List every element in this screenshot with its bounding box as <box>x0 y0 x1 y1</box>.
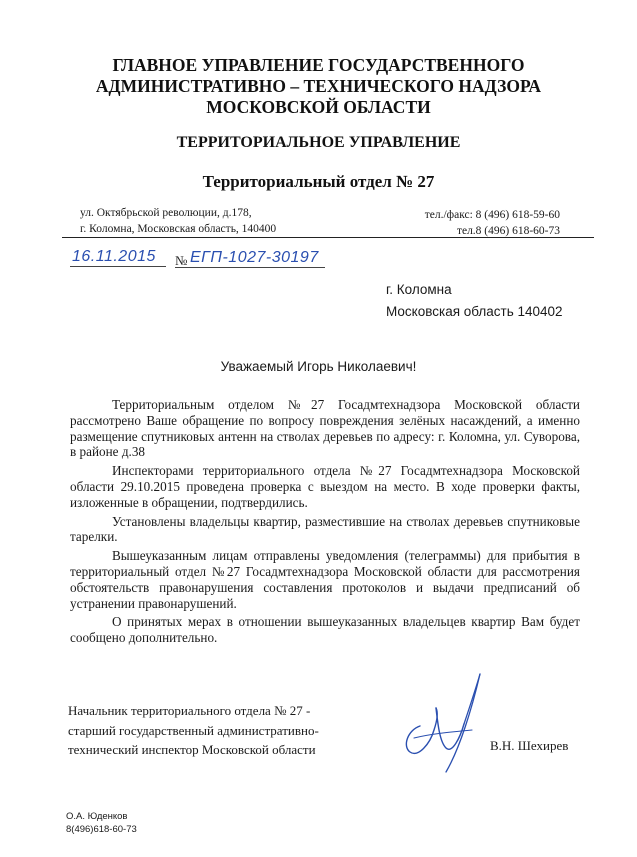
org-line-1: ГЛАВНОЕ УПРАВЛЕНИЕ ГОСУДАРСТВЕННОГО <box>112 55 525 75</box>
body-paragraph-4: Вышеуказанным лицам отправлены уведомления (телеграммы) для прибытия в территориальный отдел №27 Госадмтехнадзора Московской области для рассмотрения обстоятельств правонарушения составления протоколов и выдачи предписаний об устранении правонарушений. <box>70 548 580 611</box>
signatory-title <box>68 701 319 760</box>
handwritten-signature <box>380 668 500 778</box>
executor-phone: 8(496)618-60-73 <box>66 824 137 835</box>
signatory-title-line-2: старший государственный административно- <box>68 722 319 738</box>
registration-number-label: № <box>175 253 188 268</box>
address-line-2: г. Коломна, Московская область, 140400 <box>80 223 277 235</box>
registration-date: 16.11.2015 <box>72 248 156 265</box>
date-underline <box>70 266 166 267</box>
body-paragraph-1: Территориальным отделом №27 Госадмтехнадзора Московской области рассмотрено Ваше обращение по вопросу повреждения зелёных насаждений, а именно размещение спутниковых антенн на стволах деревьев по адресу: г. Коломна, ул. Суворова, в районе д.38 <box>70 397 580 460</box>
sender-address <box>80 205 276 237</box>
executor-info <box>66 810 137 836</box>
address-line-1: ул. Октябрьской революции, д.178, <box>80 207 252 219</box>
department-title: Территориальный отдел № 27 <box>202 172 435 191</box>
phone-line-1: тел./факс: 8 (496) 618-59-60 <box>424 209 560 221</box>
number-underline <box>175 267 325 268</box>
body-paragraph-3: Установлены владельцы квартир, разместившие на стволах деревьев спутниковые тарелки. <box>70 513 580 545</box>
recipient-region: Московская область 140402 <box>386 304 563 319</box>
executor-name: О.А. Юденков <box>66 811 128 822</box>
sender-phones <box>372 207 560 239</box>
org-line-2: АДМИНИСТРАТИВНО – ТЕХНИЧЕСКОГО НАДЗОРА <box>95 76 542 96</box>
recipient-city: г. Коломна <box>386 282 452 297</box>
signatory-title-line-3: технический инспектор Московской области <box>68 742 316 757</box>
body-paragraph-2: Инспекторами территориального отдела №27 Госадмтехнадзора Московской области 29.10.2015 проведена проверка с выездом на место. В ходе проверки факты, изложенные в обращении, подтвердились. <box>70 463 580 510</box>
letter-body <box>70 397 580 649</box>
organization-header <box>0 55 637 118</box>
header-divider <box>62 237 594 238</box>
phone-line-2: тел.8 (496) 618-60-73 <box>456 225 560 237</box>
signatory-title-line-1: Начальник территориального отдела № 27 - <box>68 703 311 718</box>
registration-number: ЕГП-1027-30197 <box>190 249 319 266</box>
body-paragraph-5: О принятых мерах в отношении вышеуказанных владельцев квартир Вам будет сообщено дополнительно. <box>70 614 580 646</box>
greeting: Уважаемый Игорь Николаевич! <box>220 359 417 374</box>
subdivision-title: ТЕРРИТОРИАЛЬНОЕ УПРАВЛЕНИЕ <box>176 134 461 151</box>
org-line-3: МОСКОВСКОЙ ОБЛАСТИ <box>206 97 431 117</box>
signatory-name: В.Н. Шехирев <box>490 738 569 753</box>
recipient-address <box>386 279 563 323</box>
